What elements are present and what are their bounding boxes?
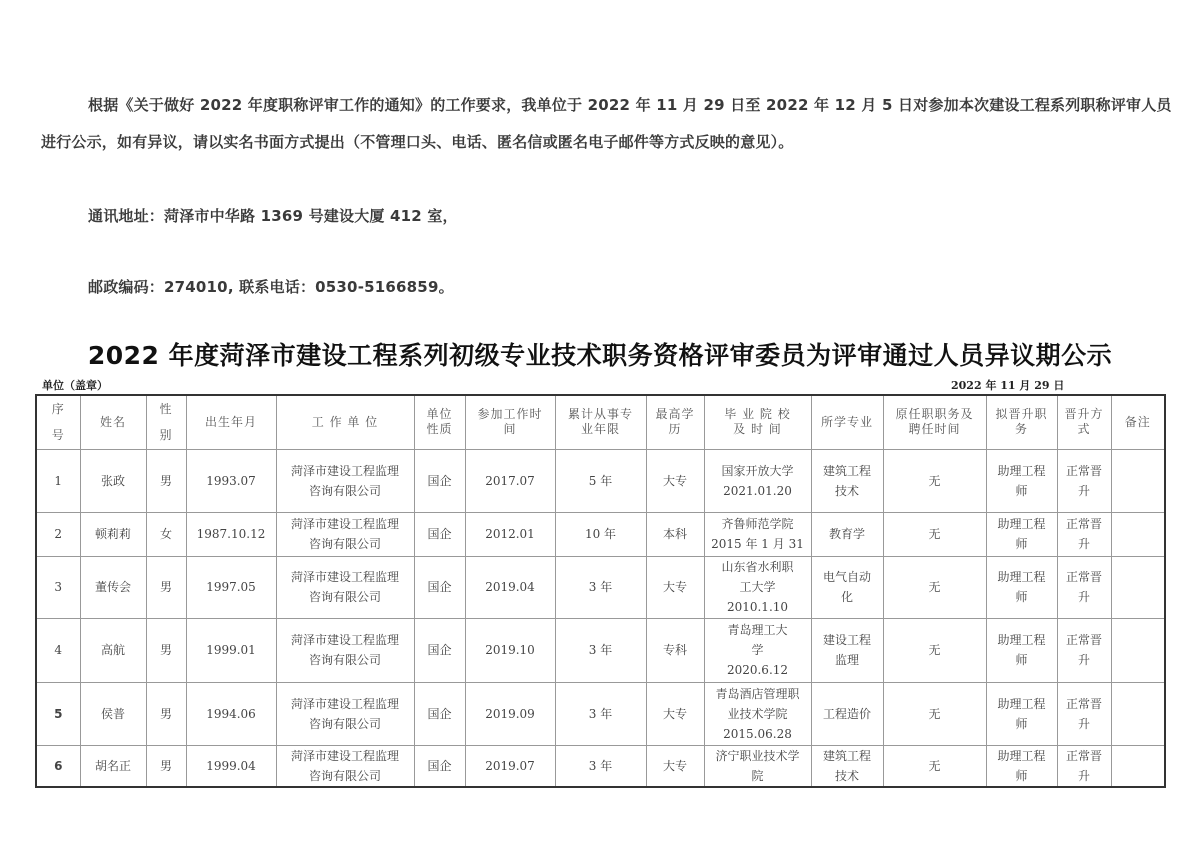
cell-major: 建筑工程技术 — [811, 449, 883, 512]
cell-name: 张政 — [80, 449, 146, 512]
cell-gender: 男 — [146, 682, 186, 745]
cell-former-title: 无 — [883, 556, 986, 618]
cell-school: 济宁职业技术学院 — [704, 745, 811, 787]
cell-employer: 菏泽市建设工程监理咨询有限公司 — [276, 682, 414, 745]
cell-seq: 6 — [36, 745, 80, 787]
table-row — [36, 682, 1165, 745]
cell-years: 10 年 — [555, 512, 646, 556]
cell-work-start: 2017.07 — [465, 449, 555, 512]
cell-seq: 4 — [36, 618, 80, 682]
cell-remarks — [1111, 449, 1165, 512]
cell-major: 教育学 — [811, 512, 883, 556]
candidates-table — [35, 394, 1166, 788]
contact-address: 通讯地址：菏泽市中华路 1369 号建设大厦 412 室， — [88, 207, 458, 225]
cell-gender: 男 — [146, 556, 186, 618]
header-years: 累计从事专业年限 — [555, 395, 646, 449]
notice-paragraph-line1: 根据《关于做好 2022 年度职称评审工作的通知》的工作要求，我单位于 2022 年 11 月 29 日至 2022 年 12 月 5 日对参加本次建设工程系列职称评审人员 — [88, 96, 1172, 114]
cell-birth: 1999.01 — [186, 618, 276, 682]
cell-education: 大专 — [646, 745, 704, 787]
cell-gender: 男 — [146, 449, 186, 512]
header-education: 最高学历 — [646, 395, 704, 449]
header-employer: 工 作 单 位 — [276, 395, 414, 449]
cell-target-title: 助理工程师 — [986, 682, 1057, 745]
notice-paragraph-line2: 进行公示，如有异议，请以实名书面方式提出（不管理口头、电话、匿名信或匿名电子邮件等方式反映的意见）。 — [41, 133, 794, 151]
header-birth: 出生年月 — [186, 395, 276, 449]
cell-former-title: 无 — [883, 449, 986, 512]
cell-seq: 3 — [36, 556, 80, 618]
cell-employer: 菏泽市建设工程监理咨询有限公司 — [276, 745, 414, 787]
cell-employer: 菏泽市建设工程监理咨询有限公司 — [276, 449, 414, 512]
cell-employer: 菏泽市建设工程监理咨询有限公司 — [276, 512, 414, 556]
header-work-start: 参加工作时间 — [465, 395, 555, 449]
cell-unit-type: 国企 — [414, 449, 465, 512]
cell-former-title: 无 — [883, 512, 986, 556]
cell-former-title: 无 — [883, 618, 986, 682]
cell-name: 胡名正 — [80, 745, 146, 787]
cell-birth: 1997.05 — [186, 556, 276, 618]
cell-promotion-type: 正常晋升 — [1057, 682, 1111, 745]
cell-years: 3 年 — [555, 618, 646, 682]
cell-years: 3 年 — [555, 745, 646, 787]
table-row — [36, 449, 1165, 512]
header-former-title: 原任职职务及聘任时间 — [883, 395, 986, 449]
cell-remarks — [1111, 745, 1165, 787]
cell-promotion-type: 正常晋升 — [1057, 449, 1111, 512]
cell-target-title: 助理工程师 — [986, 745, 1057, 787]
cell-target-title: 助理工程师 — [986, 618, 1057, 682]
header-major: 所学专业 — [811, 395, 883, 449]
cell-former-title: 无 — [883, 745, 986, 787]
cell-name: 董传会 — [80, 556, 146, 618]
cell-employer: 菏泽市建设工程监理咨询有限公司 — [276, 618, 414, 682]
cell-work-start: 2019.07 — [465, 745, 555, 787]
cell-unit-type: 国企 — [414, 682, 465, 745]
cell-education: 专科 — [646, 618, 704, 682]
cell-years: 5 年 — [555, 449, 646, 512]
cell-education: 本科 — [646, 512, 704, 556]
header-target-title: 拟晋升职务 — [986, 395, 1057, 449]
cell-unit-type: 国企 — [414, 745, 465, 787]
cell-name: 侯普 — [80, 682, 146, 745]
cell-birth: 1994.06 — [186, 682, 276, 745]
header-remarks: 备注 — [1111, 395, 1165, 449]
header-unit-type: 单位性质 — [414, 395, 465, 449]
cell-promotion-type: 正常晋升 — [1057, 512, 1111, 556]
cell-employer: 菏泽市建设工程监理咨询有限公司 — [276, 556, 414, 618]
cell-promotion-type: 正常晋升 — [1057, 745, 1111, 787]
cell-major: 电气自动化 — [811, 556, 883, 618]
cell-major: 建设工程监理 — [811, 618, 883, 682]
cell-years: 3 年 — [555, 682, 646, 745]
postal-phone: 邮政编码：274010, 联系电话：0530-5166859。 — [88, 278, 454, 296]
header-seq: 序号 — [36, 395, 80, 449]
cell-unit-type: 国企 — [414, 618, 465, 682]
cell-school: 国家开放大学 2021.01.20 — [704, 449, 811, 512]
cell-gender: 女 — [146, 512, 186, 556]
unit-seal-label: 单位（盖章） — [42, 379, 108, 392]
cell-target-title: 助理工程师 — [986, 449, 1057, 512]
cell-gender: 男 — [146, 618, 186, 682]
table-row — [36, 556, 1165, 618]
document-date: 2022 年 11 月 29 日 — [951, 379, 1065, 392]
cell-education: 大专 — [646, 682, 704, 745]
cell-remarks — [1111, 556, 1165, 618]
cell-remarks — [1111, 618, 1165, 682]
cell-school: 齐鲁师范学院 2015 年 1 月 31 — [704, 512, 811, 556]
table-header-row — [36, 395, 1165, 449]
cell-name: 高航 — [80, 618, 146, 682]
cell-promotion-type: 正常晋升 — [1057, 618, 1111, 682]
header-promotion-type: 晋升方式 — [1057, 395, 1111, 449]
document-title: 2022 年度菏泽市建设工程系列初级专业技术职务资格评审委员为评审通过人员异议期公示 — [87, 341, 1113, 370]
header-gender: 性别 — [146, 395, 186, 449]
cell-unit-type: 国企 — [414, 556, 465, 618]
cell-work-start: 2019.10 — [465, 618, 555, 682]
cell-school: 青岛理工大学 2020.6.12 — [704, 618, 811, 682]
cell-name: 顿莉莉 — [80, 512, 146, 556]
table-row — [36, 512, 1165, 556]
header-name: 姓名 — [80, 395, 146, 449]
cell-target-title: 助理工程师 — [986, 512, 1057, 556]
cell-former-title: 无 — [883, 682, 986, 745]
cell-work-start: 2019.04 — [465, 556, 555, 618]
header-school: 毕 业 院 校 及 时 间 — [704, 395, 811, 449]
cell-birth: 1987.10.12 — [186, 512, 276, 556]
cell-birth: 1999.04 — [186, 745, 276, 787]
cell-work-start: 2019.09 — [465, 682, 555, 745]
cell-unit-type: 国企 — [414, 512, 465, 556]
cell-major: 工程造价 — [811, 682, 883, 745]
table-row — [36, 618, 1165, 682]
cell-remarks — [1111, 682, 1165, 745]
cell-work-start: 2012.01 — [465, 512, 555, 556]
cell-seq: 2 — [36, 512, 80, 556]
cell-seq: 1 — [36, 449, 80, 512]
cell-remarks — [1111, 512, 1165, 556]
cell-years: 3 年 — [555, 556, 646, 618]
cell-school: 青岛酒店管理职业技术学院 2015.06.28 — [704, 682, 811, 745]
cell-major: 建筑工程技术 — [811, 745, 883, 787]
cell-promotion-type: 正常晋升 — [1057, 556, 1111, 618]
cell-gender: 男 — [146, 745, 186, 787]
cell-education: 大专 — [646, 556, 704, 618]
cell-seq: 5 — [36, 682, 80, 745]
cell-target-title: 助理工程师 — [986, 556, 1057, 618]
cell-school: 山东省水利职工大学 2010.1.10 — [704, 556, 811, 618]
table-row — [36, 745, 1165, 787]
cell-education: 大专 — [646, 449, 704, 512]
cell-birth: 1993.07 — [186, 449, 276, 512]
